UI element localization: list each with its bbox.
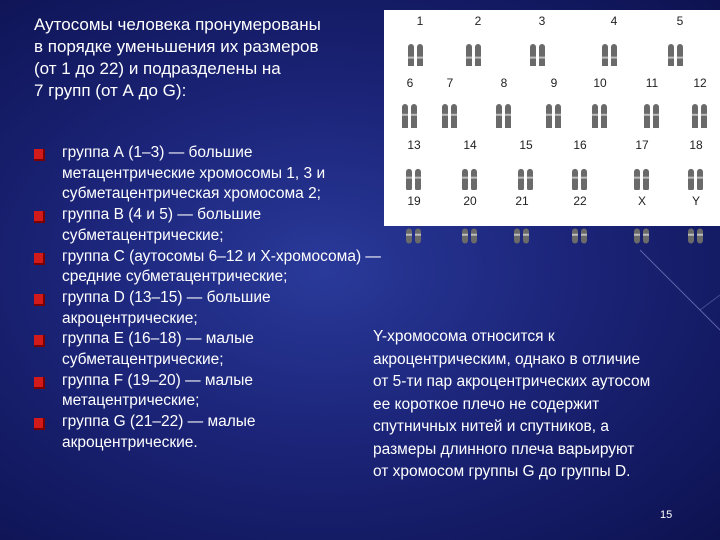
chromosome-label: Y xyxy=(691,194,700,208)
chromosome-drawing xyxy=(396,28,444,66)
chromosome-drawing xyxy=(454,28,502,66)
bullet-icon xyxy=(34,377,45,389)
chromosome-pair xyxy=(680,76,720,128)
chromosome-drawing xyxy=(632,90,672,128)
chromosome-drawing xyxy=(450,152,490,190)
chromosome-drawing xyxy=(430,90,470,128)
chromosome-pair xyxy=(676,138,716,190)
chromosome-pair xyxy=(622,194,662,246)
group-item xyxy=(34,205,454,246)
group-line: субметацентрические; xyxy=(62,351,224,369)
title-line: в порядке уменьшения их размеров xyxy=(34,37,319,56)
chromosome-drawing xyxy=(450,208,490,246)
chromosome-pair xyxy=(590,14,638,66)
chromosome-label: 20 xyxy=(463,194,477,208)
chromosome-drawing xyxy=(656,28,704,66)
group-item xyxy=(34,288,454,329)
group-line: группа Е (16–18) — малые xyxy=(62,330,254,348)
group-line: группа А (1–3) — большие xyxy=(62,144,253,161)
chromosome-drawing xyxy=(484,90,524,128)
chromosome-label: 21 xyxy=(515,194,529,208)
chromosome-pair xyxy=(632,76,672,128)
chromosome-label: X xyxy=(637,194,646,208)
group-line: группа В (4 и 5) — большие xyxy=(62,206,262,224)
bullet-icon xyxy=(34,335,45,347)
bullet-icon xyxy=(34,149,45,161)
bullet-icon xyxy=(34,418,45,430)
chromosome-label: 11 xyxy=(645,76,659,90)
note-line: от 5-ти пар акроцентрических аутосом xyxy=(373,373,651,390)
chromosome-label: 19 xyxy=(407,194,421,208)
chromosome-pair xyxy=(484,76,524,128)
group-line: субметацентрические; xyxy=(62,226,224,244)
chromosome-drawing xyxy=(534,90,574,128)
slide-title xyxy=(34,14,384,102)
bullet-icon xyxy=(34,294,45,306)
chromosome-label: 3 xyxy=(538,14,546,28)
title-line: (от 1 до 22) и подразделены на xyxy=(34,59,281,78)
chromosome-label: 7 xyxy=(446,76,454,90)
chromosome-pair xyxy=(676,194,716,246)
chromosome-drawing xyxy=(560,152,600,190)
chromosome-pair xyxy=(622,138,662,190)
chromosome-drawing xyxy=(676,208,716,246)
y-chromosome-note xyxy=(373,326,703,484)
chromosome-label: 6 xyxy=(406,76,414,90)
page-number: 15 xyxy=(660,509,673,521)
chromosome-label: 10 xyxy=(593,76,607,90)
group-line: средние субметацентрические; xyxy=(62,268,288,286)
chromosome-drawing xyxy=(580,90,620,128)
group-line: субметацентрическая хромосома 2; xyxy=(62,185,321,203)
note-line: спутничных нитей и спутников, а xyxy=(373,418,609,435)
group-line: метацентрические; xyxy=(62,392,200,410)
group-item xyxy=(34,247,454,288)
chromosome-drawing xyxy=(676,152,716,190)
chromosome-label: 14 xyxy=(463,138,477,152)
note-line: размеры длинного плеча варьируют xyxy=(373,440,635,458)
group-line: акроцентрические; xyxy=(62,309,198,327)
group-line: метацентрические хромосомы 1, 3 и xyxy=(62,164,326,182)
chromosome-pair xyxy=(518,14,566,66)
chromosome-label: 17 xyxy=(635,138,649,152)
chromosome-label: 18 xyxy=(689,138,703,152)
chromosome-label: 8 xyxy=(500,76,508,90)
group-line: группа G (21–22) — малые xyxy=(62,413,256,431)
chromosome-label: 9 xyxy=(550,76,558,90)
chromosome-pair xyxy=(534,76,574,128)
note-line: Y-хромосома относится к xyxy=(373,328,555,345)
chromosome-drawing xyxy=(680,90,720,128)
chromosome-label: 13 xyxy=(407,138,421,152)
group-line: группа С (аутосомы 6–12 и Х-хромосома) — xyxy=(62,247,381,265)
chromosome-label: 12 xyxy=(693,76,707,90)
chromosome-pair xyxy=(450,194,490,246)
chromosome-label: 1 xyxy=(416,14,424,28)
chromosome-label: 22 xyxy=(573,194,587,208)
chromosome-pair xyxy=(396,14,444,66)
chromosome-drawing xyxy=(518,28,566,66)
chromosome-pair xyxy=(560,138,600,190)
chromosome-pair xyxy=(430,76,470,128)
note-line: акроцентрическим, однако в отличие xyxy=(373,350,641,368)
chromosome-pair xyxy=(390,76,430,128)
chromosome-label: 4 xyxy=(610,14,618,28)
chromosome-drawing xyxy=(502,208,542,246)
chromosome-pair xyxy=(560,194,600,246)
note-line: ее короткое плечо не содержит xyxy=(373,395,600,413)
chromosome-label: 2 xyxy=(474,14,482,28)
chromosome-pair xyxy=(580,76,620,128)
chromosome-drawing xyxy=(622,208,662,246)
bullet-icon xyxy=(34,211,45,223)
chromosome-label: 15 xyxy=(519,138,533,152)
chromosome-drawing xyxy=(590,28,638,66)
group-line: акроцентрические. xyxy=(62,433,198,451)
chromosome-drawing xyxy=(622,152,662,190)
chromosome-drawing xyxy=(560,208,600,246)
title-line: 7 групп (от А до G): xyxy=(34,81,187,100)
chromosome-label: 16 xyxy=(573,138,587,152)
chromosome-pair xyxy=(450,138,490,190)
bullet-icon xyxy=(34,253,45,265)
chromosome-pair xyxy=(506,138,546,190)
chromosome-pair xyxy=(454,14,502,66)
note-line: от хромосом группы G до группы D. xyxy=(373,463,631,480)
chromosome-pair xyxy=(502,194,542,246)
group-line: группа D (13–15) — большие xyxy=(62,288,271,306)
title-line: Аутосомы человека пронумерованы xyxy=(34,15,321,34)
chromosome-label: 5 xyxy=(676,14,684,28)
group-line: группа F (19–20) — малые xyxy=(62,371,253,389)
chromosome-pair xyxy=(656,14,704,66)
chromosome-drawing xyxy=(390,90,430,128)
chromosome-drawing xyxy=(506,152,546,190)
group-item xyxy=(34,143,454,205)
